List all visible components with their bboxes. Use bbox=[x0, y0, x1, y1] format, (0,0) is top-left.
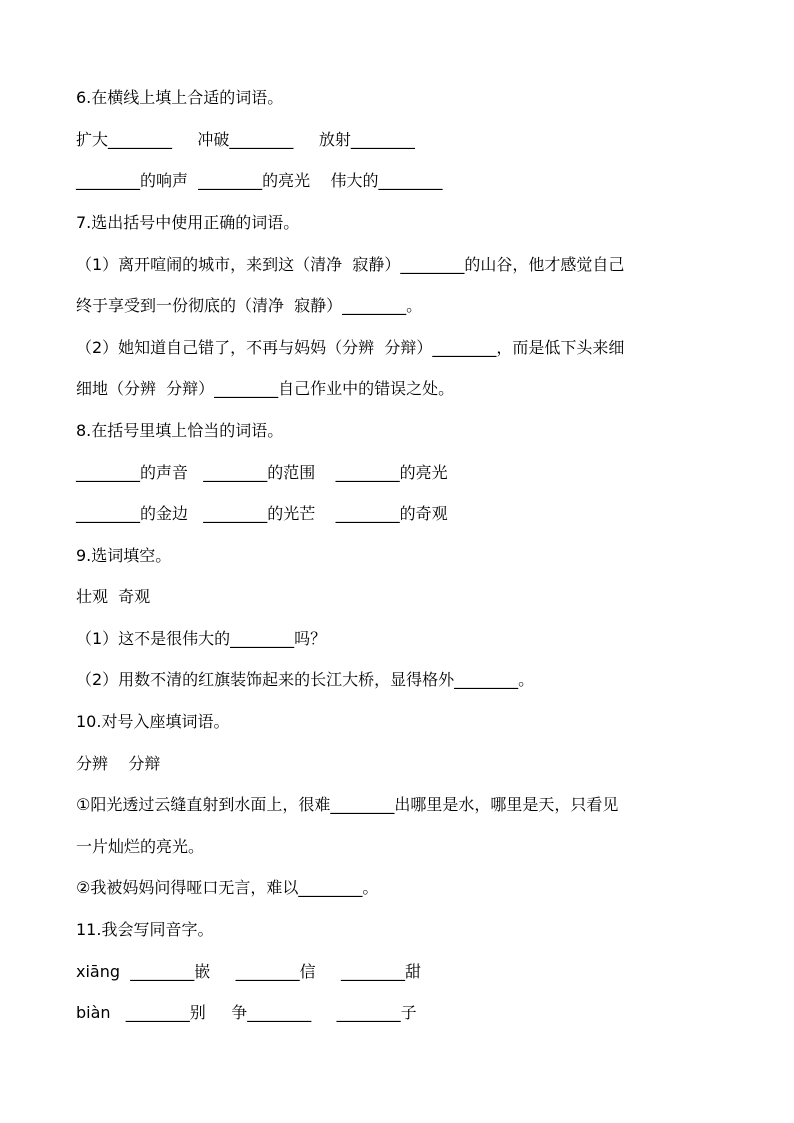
q11-row-xiang: xiāng ________嵌 ________信 ________甜 bbox=[76, 962, 422, 981]
q9-item-1: （1）这不是很伟大的________吗？ bbox=[76, 629, 327, 648]
q7-item-2-line-1: （2）她知道自己错了，不再与妈妈（分辨 分辩）________，而是低下头来细 bbox=[76, 338, 625, 357]
q11-row-bian: biàn ________别 争________ ________子 bbox=[76, 1003, 417, 1022]
q9-item-2: （2）用数不清的红旗装饰起来的长江大桥，显得格外________。 bbox=[76, 670, 535, 689]
q7-title: 7.选出括号中使用正确的词语。 bbox=[76, 213, 300, 232]
q8-title: 8.在括号里填上恰当的词语。 bbox=[76, 421, 284, 440]
q9-title: 9.选词填空。 bbox=[76, 546, 172, 565]
q7-item-1-line-1: （1）离开喧闹的城市，来到这（清净 寂静）________的山谷，他才感觉自己 bbox=[76, 255, 625, 274]
q9-word-bank: 壮观 奇观 bbox=[76, 587, 151, 606]
q10-item-2: ②我被妈妈问得哑口无言，难以________。 bbox=[76, 878, 379, 897]
q10-title: 10.对号入座填词语。 bbox=[76, 712, 230, 731]
q11-title: 11.我会写同音字。 bbox=[76, 920, 214, 939]
q6-row-1: 扩大________ 冲破________ 放射________ bbox=[76, 130, 415, 149]
q7-item-1-line-2: 终于享受到一份彻底的（清净 寂静）________。 bbox=[76, 296, 423, 315]
q8-row-1: ________的声音 ________的范围 ________的亮光 bbox=[76, 463, 448, 482]
q10-item-1-line-1: ①阳光透过云缝直射到水面上，很难________出哪里是水，哪里是天，只看见 bbox=[76, 795, 619, 814]
q10-item-1-line-2: 一片灿烂的亮光。 bbox=[76, 837, 205, 856]
q6-title: 6.在横线上填上合适的词语。 bbox=[76, 88, 284, 107]
q7-item-2-line-2: 细地（分辨 分辩）________自己作业中的错误之处。 bbox=[76, 379, 455, 398]
q6-row-2: ________的响声 ________的亮光 伟大的________ bbox=[76, 171, 443, 190]
q10-word-bank: 分辨 分辩 bbox=[76, 754, 161, 773]
q8-row-2: ________的金边 ________的光芒 ________的奇观 bbox=[76, 504, 448, 523]
